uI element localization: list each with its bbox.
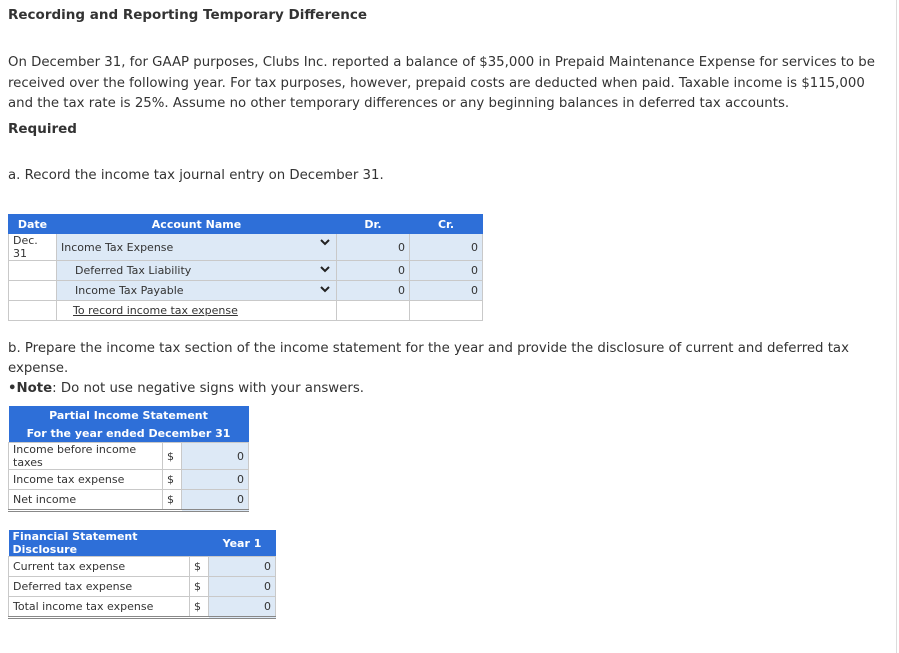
dr-input[interactable]: 0	[337, 281, 410, 301]
dr-input[interactable]: 0	[337, 261, 410, 281]
question-b	[8, 339, 899, 399]
chevron-down-icon	[320, 284, 330, 294]
journal-entry-table	[8, 214, 483, 321]
row-label: Current tax expense	[9, 557, 190, 577]
account-label: Deferred Tax Liability	[75, 264, 192, 277]
question-a: a. Record the income tax journal entry on December 31.	[8, 168, 384, 183]
journal-row	[9, 234, 483, 261]
note-bullet: •	[8, 381, 17, 396]
disclosure-header: Financial Statement Disclosure	[9, 530, 209, 557]
dollar-sign: $	[190, 577, 209, 597]
date-header: Date	[9, 215, 57, 234]
row-label: Total income tax expense	[9, 597, 190, 618]
value-input[interactable]: 0	[182, 443, 249, 470]
cr-input[interactable]: 0	[410, 281, 483, 301]
page-title: Recording and Reporting Temporary Difference	[8, 7, 368, 23]
statement-row	[9, 470, 249, 490]
account-select[interactable]	[57, 234, 337, 261]
note-label: Note	[16, 381, 53, 396]
date-cell	[9, 281, 57, 301]
cr-input[interactable]: 0	[410, 261, 483, 281]
value-input[interactable]: 0	[182, 490, 249, 511]
account-header: Account Name	[57, 215, 337, 234]
value-input[interactable]: 0	[209, 577, 276, 597]
dr-header: Dr.	[337, 215, 410, 234]
statement-title: Partial Income Statement	[9, 406, 249, 424]
year-header: Year 1	[209, 530, 276, 557]
row-label: Income tax expense	[9, 470, 163, 490]
disclosure-row	[9, 597, 276, 618]
row-label: Deferred tax expense	[9, 577, 190, 597]
disclosure-row	[9, 577, 276, 597]
account-select[interactable]	[57, 281, 337, 301]
question-b-text: b. Prepare the income tax section of the income statement for the year and provide the disclosure of current and deferred tax expense.	[8, 341, 849, 376]
cr-header: Cr.	[410, 215, 483, 234]
account-select[interactable]	[57, 261, 337, 281]
note-text: : Do not use negative signs with your answers.	[52, 381, 364, 396]
value-input[interactable]: 0	[182, 470, 249, 490]
dollar-sign: $	[163, 443, 182, 470]
disclosure-row	[9, 557, 276, 577]
right-border	[896, 0, 897, 653]
journal-memo-row	[9, 301, 483, 321]
partial-income-statement	[8, 406, 249, 512]
row-label: Net income	[9, 490, 163, 511]
chevron-down-icon	[320, 264, 330, 274]
journal-row	[9, 261, 483, 281]
memo-text: To record income tax expense	[73, 304, 238, 317]
date-cell: Dec. 31	[9, 234, 57, 261]
account-label: Income Tax Payable	[75, 284, 184, 297]
memo-cell	[57, 301, 337, 321]
statement-period: For the year ended December 31	[9, 424, 249, 443]
value-input[interactable]: 0	[209, 557, 276, 577]
value-input[interactable]: 0	[209, 597, 276, 618]
chevron-down-icon	[320, 237, 330, 247]
journal-row	[9, 281, 483, 301]
required-heading: Required	[8, 121, 77, 137]
row-label: Income before income taxes	[9, 443, 163, 470]
dollar-sign: $	[163, 470, 182, 490]
dollar-sign: $	[190, 597, 209, 618]
statement-row	[9, 443, 249, 470]
account-label: Income Tax Expense	[61, 240, 174, 254]
date-cell	[9, 261, 57, 281]
tax-disclosure-table	[8, 530, 276, 619]
dollar-sign: $	[190, 557, 209, 577]
dr-input[interactable]: 0	[337, 234, 410, 261]
problem-text: On December 31, for GAAP purposes, Clubs Inc. reported a balance of $35,000 in Prepaid Maintenance Expense for services to be received over the following year. For tax purposes, however, prepaid costs are deducted when paid. Taxable income is $115,000 and the tax rate is 25%. Assume no other temporary differences or any beginning balances in deferred tax accounts.	[8, 55, 875, 111]
statement-row	[9, 490, 249, 511]
dollar-sign: $	[163, 490, 182, 511]
cr-input[interactable]: 0	[410, 234, 483, 261]
